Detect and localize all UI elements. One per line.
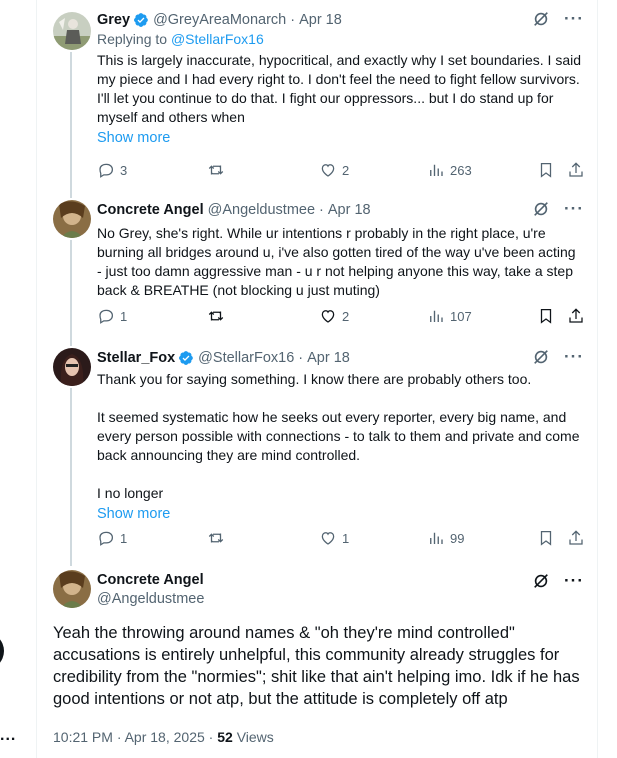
reply-icon: [97, 529, 115, 547]
more-icon[interactable]: ···: [564, 571, 584, 590]
user-handle[interactable]: @GreyAreaMonarch: [153, 12, 287, 28]
reply-count: 1: [120, 308, 128, 324]
like-button[interactable]: [319, 529, 349, 547]
grok-icon[interactable]: [532, 348, 550, 366]
action-bar: [97, 306, 584, 326]
bookmark-button[interactable]: [537, 307, 555, 325]
reply-button[interactable]: [97, 529, 127, 547]
separator-dot: ·: [319, 202, 324, 218]
verified-badge-icon: [178, 350, 194, 366]
display-name[interactable]: Grey: [97, 12, 131, 28]
reply-post[interactable]: [37, 8, 598, 188]
user-handle[interactable]: @StellarFox16: [198, 350, 295, 366]
reply-icon: [97, 307, 115, 325]
views-label: Views: [236, 729, 274, 745]
post-text: Thank you for saying something. I know there are probably others too. It seemed systematic how he seeks out every reporter, every big name, and every person possible with connections - to talk to them and private and come back announcing they are mind controlled. I no longer: [97, 371, 580, 501]
bookmark-icon: [537, 161, 555, 179]
like-icon: [319, 529, 337, 547]
more-icon[interactable]: ···: [564, 199, 584, 218]
views-button[interactable]: [427, 529, 464, 547]
share-icon: [567, 161, 585, 179]
replying-to: [97, 31, 584, 47]
like-button[interactable]: [319, 307, 349, 325]
display-name[interactable]: Concrete Angel: [97, 202, 204, 218]
user-handle[interactable]: @Angeldustmee: [207, 202, 316, 218]
views-button[interactable]: [427, 307, 472, 325]
main-post-text: Yeah the throwing around names & "oh they're mind controlled" accusations is entirely unhelpful, this community already struggles for credibility from the "normies"; shit like that ain't helping imo. Idk if he has good intentions or not atp, but the attitude is completely off atp: [53, 624, 580, 708]
separator-dot: ·: [290, 12, 296, 28]
retweet-icon: [207, 529, 225, 547]
retweet-icon: [207, 161, 225, 179]
grok-icon[interactable]: [532, 10, 550, 28]
post-timestamp[interactable]: 10:21 PM · Apr 18, 2025 ·: [53, 729, 214, 745]
show-more-link[interactable]: Show more: [97, 130, 171, 146]
view-count: 99: [450, 530, 465, 546]
reply-button[interactable]: [97, 307, 127, 325]
action-bar: [97, 528, 584, 548]
like-count: 2: [342, 308, 350, 324]
avatar[interactable]: [53, 570, 91, 608]
bookmark-icon: [537, 529, 555, 547]
post-text: No Grey, she's right. While ur intentions r probably in the right place, u're burning all bridges around u, i've also gotten tired of the way u've been acting - just too damn aggressive man - u r not helping anyone this way, take a step back & BREATHE (not blocking u just muting): [97, 225, 576, 298]
like-icon: [319, 161, 337, 179]
share-button[interactable]: [567, 161, 585, 179]
like-count: 2: [342, 162, 350, 178]
account-avatar-partial[interactable]: [0, 632, 4, 670]
share-button[interactable]: [567, 529, 585, 547]
reply-count: 1: [120, 530, 128, 546]
bookmark-icon: [537, 307, 555, 325]
post-date[interactable]: Apr 18: [299, 12, 342, 28]
mention-link[interactable]: @StellarFox16: [170, 31, 264, 47]
view-count: 263: [450, 162, 472, 178]
view-count: 107: [450, 308, 472, 324]
views-icon: [427, 307, 445, 325]
view-count: 52: [217, 729, 233, 745]
bookmark-button[interactable]: [537, 529, 555, 547]
post-header: [97, 348, 584, 368]
reply-post[interactable]: [37, 198, 598, 340]
action-bar: [97, 160, 584, 180]
avatar[interactable]: [53, 348, 91, 386]
share-button[interactable]: [567, 307, 585, 325]
reply-count: 3: [120, 162, 128, 178]
post-date[interactable]: Apr 18: [307, 350, 350, 366]
replying-label: Replying to: [97, 31, 168, 47]
grok-icon[interactable]: [532, 572, 550, 590]
share-icon: [567, 307, 585, 325]
reply-icon: [97, 161, 115, 179]
more-icon[interactable]: ···: [564, 9, 584, 28]
grok-icon[interactable]: [532, 200, 550, 218]
like-count: 1: [342, 530, 350, 546]
post-date[interactable]: Apr 18: [327, 202, 371, 218]
post-header: [97, 10, 584, 30]
views-icon: [427, 529, 445, 547]
retweet-icon: [207, 307, 225, 325]
views-icon: [427, 161, 445, 179]
retweet-button[interactable]: [207, 529, 225, 547]
main-post: [37, 566, 598, 626]
post-meta: [53, 729, 274, 745]
like-button[interactable]: [319, 161, 349, 179]
account-more-icon[interactable]: ...: [0, 727, 17, 744]
bookmark-button[interactable]: [537, 161, 555, 179]
post-text: This is largely inaccurate, hypocritical, and exactly why I set boundaries. I said my piece and I had every right to. I don't feel the need to fight fellow survivors. I'll let you continue to do that. I fight our oppressors... but I do stand up for myself and others when: [97, 52, 582, 125]
post-header: [97, 200, 584, 220]
retweet-button[interactable]: [207, 161, 225, 179]
left-sidebar-partial: [0, 0, 36, 758]
conversation-column: [36, 0, 598, 758]
avatar[interactable]: [53, 12, 91, 50]
display-name[interactable]: Concrete Angel: [97, 572, 204, 588]
show-more-link[interactable]: Show more: [97, 506, 171, 522]
retweet-button[interactable]: [207, 307, 225, 325]
verified-badge-icon: [133, 12, 149, 28]
views-button[interactable]: [427, 161, 472, 179]
reply-button[interactable]: [97, 161, 127, 179]
separator-dot: ·: [298, 350, 304, 366]
like-icon: [319, 307, 337, 325]
user-handle[interactable]: @Angeldustmee: [97, 591, 205, 607]
avatar[interactable]: [53, 200, 91, 238]
more-icon[interactable]: ···: [564, 347, 584, 366]
display-name[interactable]: Stellar_Fox: [97, 350, 176, 366]
reply-post[interactable]: [37, 346, 598, 556]
share-icon: [567, 529, 585, 547]
